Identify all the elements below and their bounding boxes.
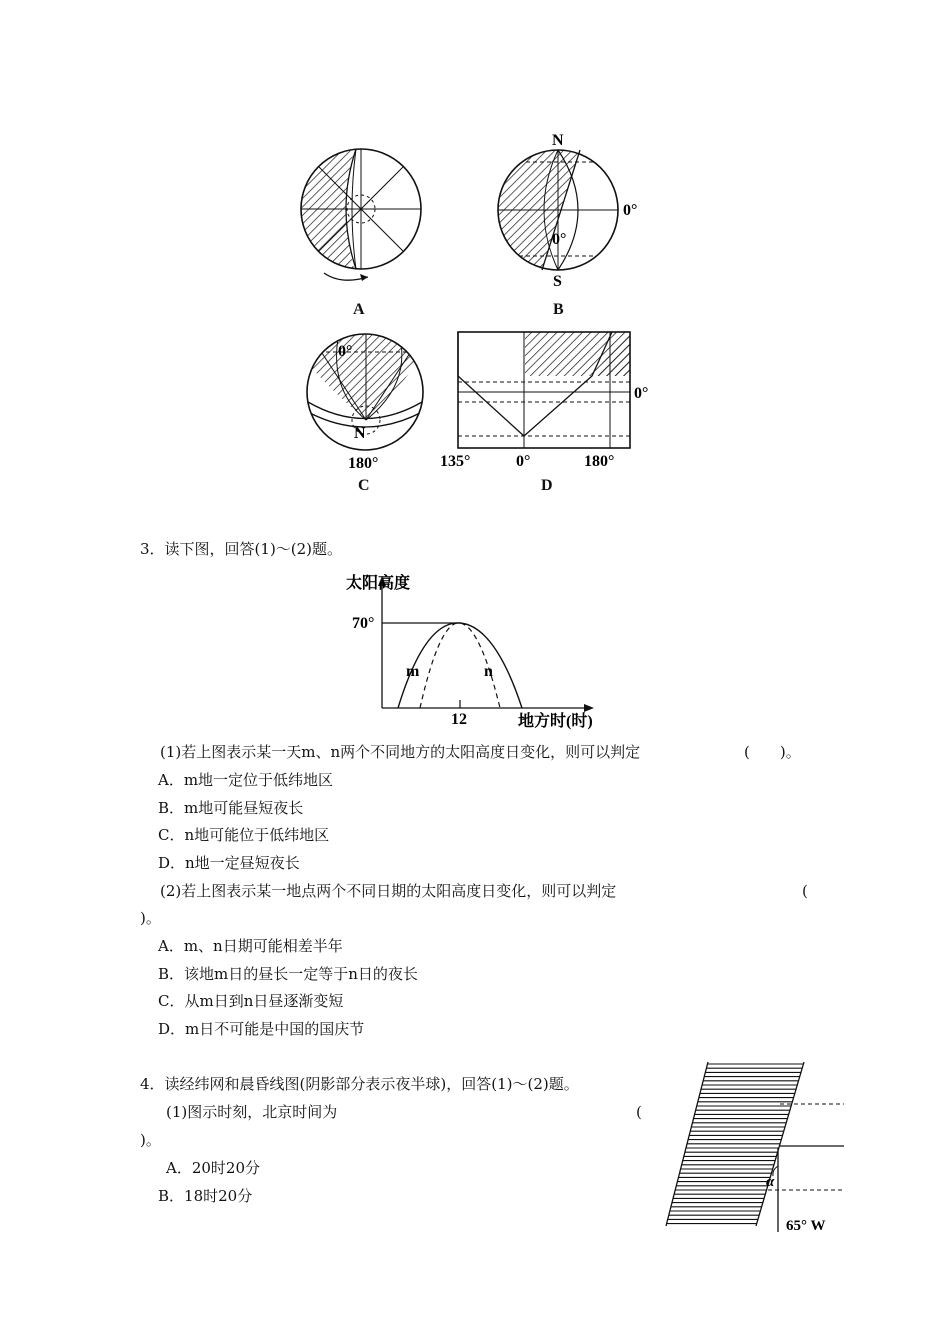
q3-sub1-option-a[interactable]: A．m地一定位于低纬地区 bbox=[158, 771, 334, 789]
q4-terminator-figure bbox=[660, 1060, 850, 1240]
q3-stem: 3．读下图，回答(1)～(2)题。 bbox=[140, 540, 343, 558]
q3-sub1-bracket: ( )。 bbox=[744, 743, 801, 761]
q4-lon-label: 65° W bbox=[786, 1218, 826, 1234]
figure-B-caption: B bbox=[553, 301, 564, 318]
q3-solar-altitude-chart bbox=[340, 570, 620, 730]
figure-A-caption: A bbox=[353, 301, 365, 318]
figure-B-equator: 0° bbox=[552, 231, 567, 248]
figure-C-meridian: 0° bbox=[338, 343, 353, 360]
q4-sub1-bracket-end: )。 bbox=[140, 1131, 161, 1149]
q3-sub2-option-d[interactable]: D．m日不可能是中国的国庆节 bbox=[158, 1020, 365, 1038]
chart-ytick: 70° bbox=[352, 615, 375, 632]
chart-ylabel: 太阳高度 bbox=[346, 575, 411, 592]
figure-B-meridian: 0° bbox=[623, 202, 638, 219]
q3-sub2-stem: (2)若上图表示某一地点两个不同日期的太阳高度日变化，则可以判定 bbox=[160, 882, 617, 900]
figure-D-lat: 0° bbox=[634, 385, 649, 402]
q4-angle-label: α bbox=[766, 1174, 775, 1190]
q3-sub1-stem: (1)若上图表示某一天m、n两个不同地方的太阳高度日变化，则可以判定 bbox=[160, 743, 641, 761]
q3-sub2-option-b[interactable]: B．该地m日的昼长一定等于n日的夜长 bbox=[158, 965, 418, 983]
q3-sub1-option-d[interactable]: D．n地一定昼短夜长 bbox=[158, 854, 300, 872]
curve-n-label: n bbox=[484, 663, 493, 680]
figure-D-lon-left: 135° bbox=[440, 453, 471, 470]
figure-D bbox=[440, 330, 660, 475]
q3-sub1-option-b[interactable]: B．m地可能昼短夜长 bbox=[158, 799, 304, 817]
q4-sub1-option-a[interactable]: A．20时20分 bbox=[166, 1159, 261, 1177]
q4-stem: 4．读经纬网和晨昏线图(阴影部分表示夜半球)，回答(1)～(2)题。 bbox=[140, 1075, 579, 1093]
q3-sub2-option-a[interactable]: A．m、n日期可能相差半年 bbox=[158, 937, 343, 955]
q4-sub1-stem: (1)图示时刻，北京时间为 bbox=[166, 1103, 338, 1121]
figure-C-caption: C bbox=[358, 477, 370, 494]
figure-B-south: S bbox=[553, 273, 562, 288]
q3-sub1-option-c[interactable]: C．n地可能位于低纬地区 bbox=[158, 826, 330, 844]
figure-D-lon-right: 180° bbox=[584, 453, 615, 470]
figure-C-bottom-lon: 180° bbox=[348, 455, 379, 472]
chart-xlabel: 地方时(时) bbox=[518, 713, 593, 730]
figure-D-caption: D bbox=[541, 477, 553, 494]
q4-sub1-option-b[interactable]: B．18时20分 bbox=[158, 1187, 253, 1205]
q3-sub2-bracket: ( bbox=[802, 882, 808, 900]
figure-B bbox=[490, 130, 650, 288]
chart-xtick: 12 bbox=[451, 711, 467, 728]
q3-sub2-bracket-end: )。 bbox=[140, 909, 161, 927]
figure-C bbox=[300, 330, 430, 472]
q3-sub2-option-c[interactable]: C．从m日到n日昼逐渐变短 bbox=[158, 992, 344, 1010]
curve-m-label: m bbox=[406, 663, 420, 680]
figure-D-lon-mid: 0° bbox=[516, 453, 531, 470]
figure-A bbox=[296, 145, 426, 285]
figure-B-north: N bbox=[552, 132, 564, 149]
figure-C-pole: N bbox=[354, 425, 366, 442]
q4-sub1-bracket: ( bbox=[636, 1103, 642, 1121]
